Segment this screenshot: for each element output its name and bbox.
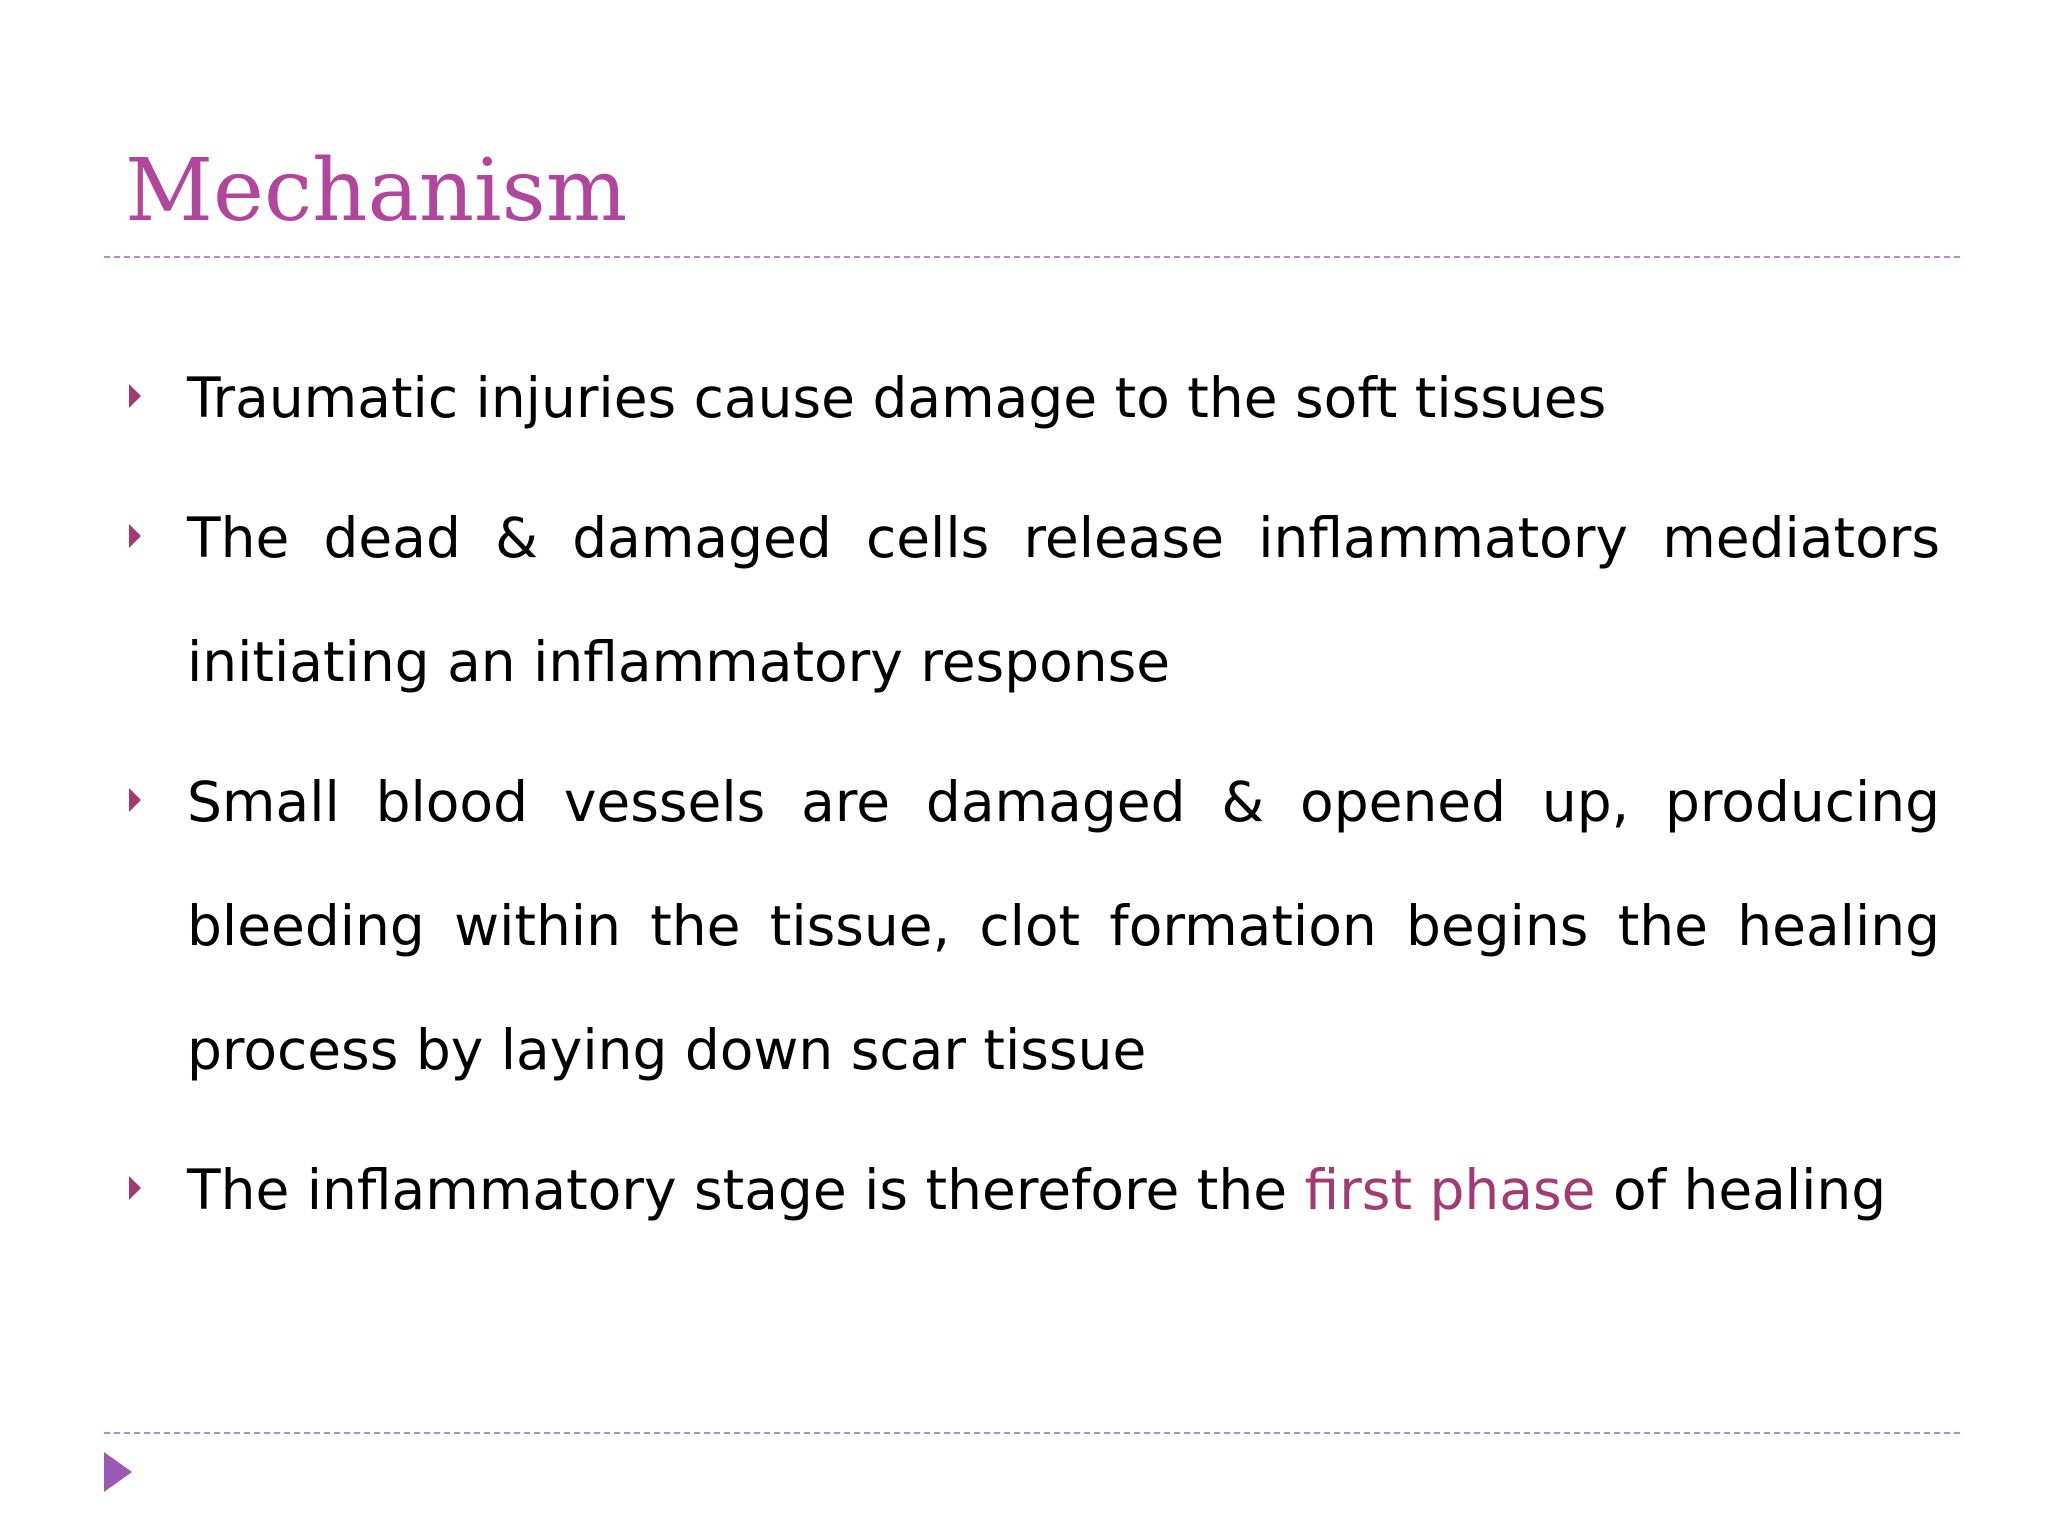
triangle-right-icon (129, 384, 141, 408)
bullet-text: The dead & damaged cells release inflammatory mediators initiating an inflammatory response (187, 506, 1940, 694)
triangle-right-icon (104, 1452, 132, 1492)
bullet-text: Traumatic injuries cause damage to the soft tissues (187, 366, 1607, 430)
triangle-right-icon (129, 788, 141, 812)
highlighted-phrase: first phase (1304, 1158, 1596, 1222)
bullet-text-before: The inflammatory stage is therefore the (187, 1158, 1305, 1222)
title-divider (104, 256, 1960, 258)
bullet-text-after: of healing (1595, 1158, 1887, 1222)
bullet-item (125, 476, 1940, 724)
triangle-right-icon (129, 524, 141, 548)
bullet-item (125, 1128, 1940, 1252)
bullet-text: Small blood vessels are damaged & opened up, producing bleeding within the tissue, clot formation begins the healing process by laying down scar tissue (187, 770, 1940, 1082)
footer-divider (104, 1432, 1960, 1434)
bullet-item (125, 740, 1940, 1112)
slide-title: Mechanism (125, 141, 628, 241)
triangle-right-icon (129, 1176, 141, 1200)
bullet-item (125, 336, 1940, 460)
bullet-list (125, 336, 1940, 1268)
